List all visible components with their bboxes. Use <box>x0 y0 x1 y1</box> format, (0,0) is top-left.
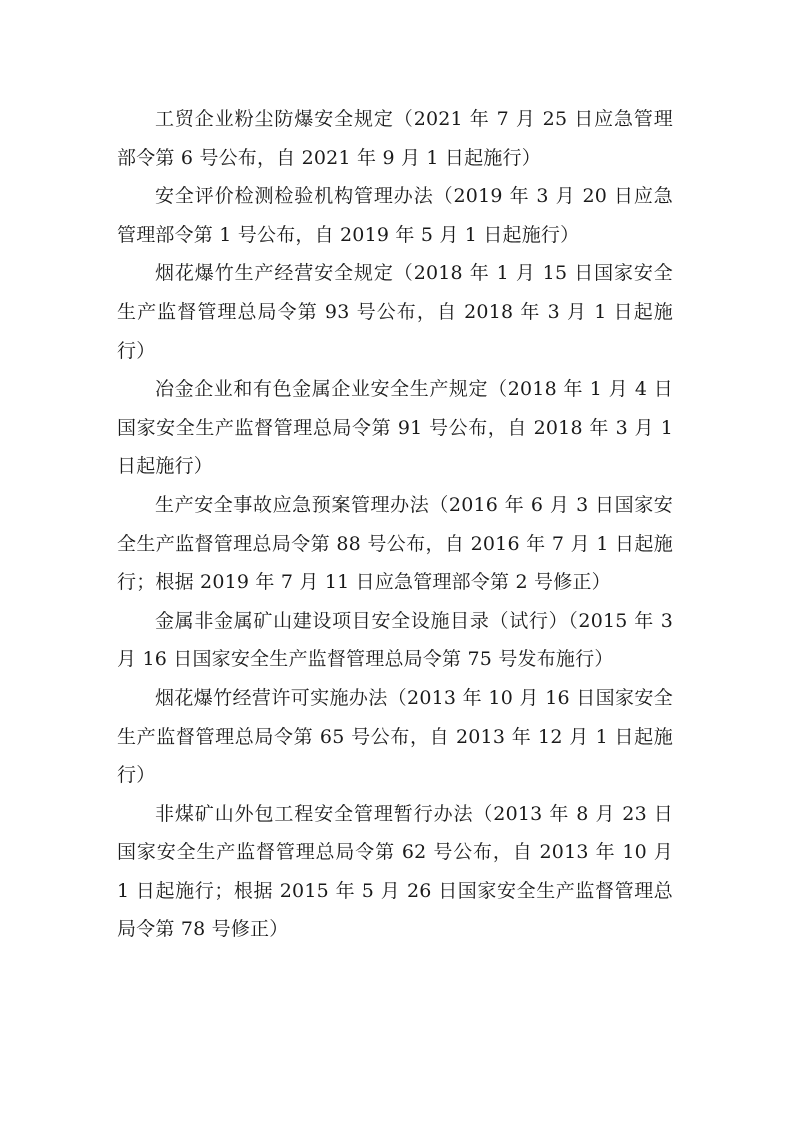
regulation-entry-mine-facilities: 金属非金属矿山建设项目安全设施目录（试行）（2015 年 3 月 16 日国家安全生产监督管理总局令第 75 号发布施行） <box>117 609 673 671</box>
regulation-entry-fireworks-license: 烟花爆竹经营许可实施办法（2013 年 10 月 16 日国家安全生产监督管理总局令第 65 号公布，自 2013 年 12 月 1 日起施行） <box>117 686 673 787</box>
regulation-entry-fireworks-production: 烟花爆竹生产经营安全规定（2018 年 1 月 15 日国家安全生产监督管理总局令第 93 号公布，自 2018 年 3 月 1 日起施行） <box>117 262 673 362</box>
regulation-entry-metallurgy: 冶金企业和有色金属企业安全生产规定（2018 年 1 月 4 日国家安全生产监督管理总局令第 91 号公布，自 2018 年 3 月 1 日起施行） <box>117 378 673 478</box>
regulation-entry-emergency-plan: 生产安全事故应急预案管理办法（2016 年 6 月 3 日国家安全生产监督管理总局令第 88 号公布，自 2016 年 7 月 1 日起施行；根据 2019 年 7 月 11 日应急管理部令第 2 号修正） <box>117 493 673 594</box>
regulation-entry-dust-explosion: 工贸企业粉尘防爆安全规定（2021 年 7 月 25 日应急管理部令第 6 号公布，自 2021 年 9 月 1 日起施行） <box>117 108 673 169</box>
regulation-entry-safety-evaluation: 安全评价检测检验机构管理办法（2019 年 3 月 20 日应急管理部令第 1 号公布，自 2019 年 5 月 1 日起施行） <box>117 185 673 246</box>
regulation-entry-outsourcing: 非煤矿山外包工程安全管理暂行办法（2013 年 8 月 23 日国家安全生产监督管理总局令第 62 号公布，自 2013 年 10 月 1 日起施行；根据 2015 年 5 月 26 日国家安全生产监督管理总局令第 78 号修正） <box>117 802 673 941</box>
document-body <box>117 100 673 949</box>
